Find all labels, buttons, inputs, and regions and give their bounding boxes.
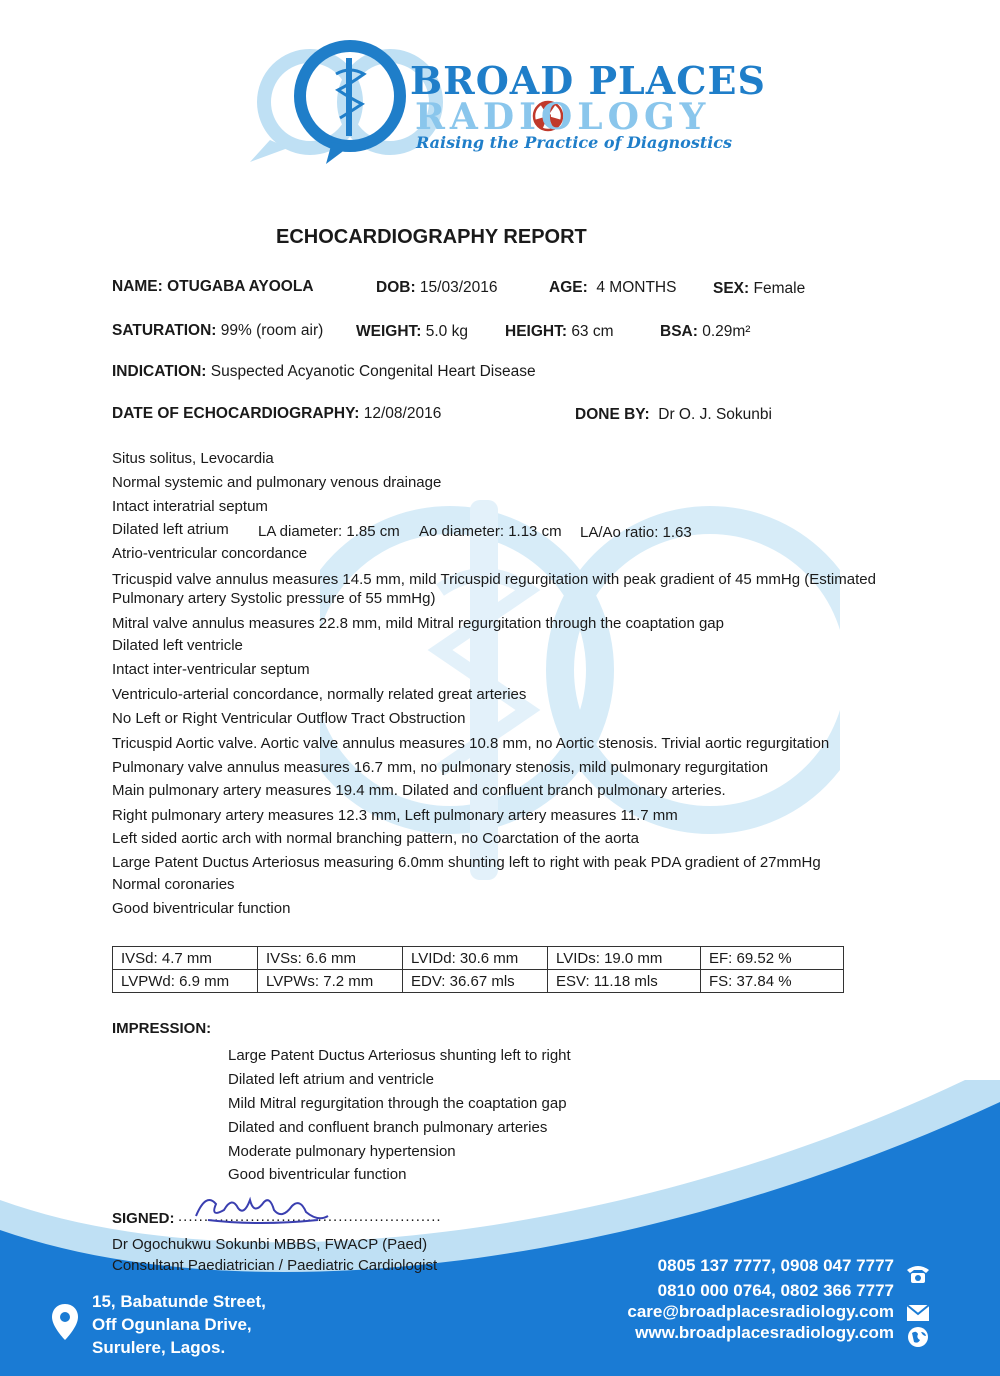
la-ao-ratio: LA/Ao ratio: 1.63 [580, 524, 692, 541]
indication-label: INDICATION: [112, 363, 207, 380]
done-by-label: DONE BY: [575, 406, 650, 423]
finding-line: Atrio-ventricular concordance [112, 545, 308, 562]
sex-label: SEX: [713, 280, 750, 297]
finding-line: Intact inter-ventricular septum [112, 661, 310, 678]
table-cell: FS: 37.84 % [701, 970, 844, 993]
finding-line: Right pulmonary artery measures 12.3 mm, Left pulmonary artery measures 11.7 mm [112, 807, 678, 824]
finding-line: Normal systemic and pulmonary venous drainage [112, 474, 442, 491]
table-cell: LVIDd: 30.6 mm [403, 947, 548, 970]
impression-item: Dilated and confluent branch pulmonary arteries [228, 1119, 548, 1136]
echo-date-field [112, 405, 441, 423]
name-value: OTUGABA AYOOLA [167, 278, 314, 295]
address-line: Off Ogunlana Drive, [92, 1315, 252, 1334]
table-cell: IVSs: 6.6 mm [258, 947, 403, 970]
phone-line: 0810 000 0764, 0802 366 7777 [657, 1281, 894, 1300]
finding-line: Intact interatrial septum [112, 498, 268, 515]
finding-line: Dilated left atrium [112, 521, 229, 538]
sex-field [713, 280, 805, 298]
address-line: Surulere, Lagos. [92, 1338, 226, 1357]
finding-line: Mitral valve annulus measures 22.8 mm, mild Mitral regurgitation through the coaptation gap [112, 615, 724, 632]
impression-item: Mild Mitral regurgitation through the coaptation gap [228, 1095, 567, 1112]
report-title: ECHOCARDIOGRAPHY REPORT [276, 226, 587, 248]
finding-line: Tricuspid valve annulus measures 14.5 mm, mild Tricuspid regurgitation with peak gradient of 45 mmHg (Estimated [112, 571, 876, 588]
ao-diameter: Ao diameter: 1.13 cm [419, 523, 562, 540]
indication-value: Suspected Acyanotic Congenital Heart Disease [210, 363, 536, 380]
age-field [549, 279, 676, 297]
weight-label: WEIGHT: [356, 323, 422, 340]
handwritten-signature [188, 1186, 338, 1228]
dob-field [376, 279, 498, 297]
saturation-field [112, 322, 323, 340]
height-field [505, 323, 614, 341]
table-cell: EF: 69.52 % [701, 947, 844, 970]
envelope-icon [904, 1302, 932, 1324]
website-url[interactable]: www.broadplacesradiology.com [635, 1323, 894, 1342]
table-row [113, 947, 844, 970]
finding-line: Large Patent Ductus Arteriosus measuring 6.0mm shunting left to right with peak PDA gradient of 27mmHg [112, 854, 821, 871]
la-diameter: LA diameter: 1.85 cm [258, 523, 400, 540]
phone-line: 0805 137 7777, 0908 047 7777 [657, 1256, 894, 1275]
finding-line: Main pulmonary artery measures 19.4 mm. Dilated and confluent branch pulmonary arteries. [112, 782, 726, 799]
doctor-name: Dr Ogochukwu Sokunbi MBBS, FWACP (Paed) [112, 1236, 428, 1253]
finding-line: Normal coronaries [112, 876, 235, 893]
location-pin-icon [50, 1302, 80, 1342]
weight-value: 5.0 kg [425, 323, 468, 340]
sex-value: Female [753, 280, 806, 297]
echo-date-label: DATE OF ECHOCARDIOGRAPHY: [112, 405, 360, 422]
impression-title: IMPRESSION: [112, 1020, 212, 1037]
finding-line: Dilated left ventricle [112, 637, 243, 654]
indication-field [112, 363, 536, 381]
saturation-label: SATURATION: [112, 322, 217, 339]
name-label: NAME: [112, 278, 163, 295]
table-cell: IVSd: 4.7 mm [113, 947, 258, 970]
impression-item: Good biventricular function [228, 1166, 407, 1183]
impression-item: Large Patent Ductus Arteriosus shunting left to right [228, 1047, 571, 1064]
dob-value: 15/03/2016 [419, 279, 498, 296]
height-value: 63 cm [571, 323, 614, 340]
bsa-value: 0.29m² [702, 323, 751, 340]
bsa-field [660, 323, 750, 341]
impression-item: Dilated left atrium and ventricle [228, 1071, 434, 1088]
telephone-icon [904, 1262, 932, 1284]
height-label: HEIGHT: [505, 323, 567, 340]
finding-line: Pulmonary artery Systolic pressure of 55 mmHg) [112, 590, 436, 607]
email-address[interactable]: care@broadplacesradiology.com [627, 1302, 894, 1321]
finding-line: Situs solitus, Levocardia [112, 450, 274, 467]
finding-line: No Left or Right Ventricular Outflow Tract Obstruction [112, 710, 466, 727]
table-cell: LVPWs: 7.2 mm [258, 970, 403, 993]
dob-label: DOB: [376, 279, 416, 296]
brand-subname: RADIOLOGY [415, 96, 711, 138]
echo-date-value: 12/08/2016 [363, 405, 442, 422]
finding-line: Pulmonary valve annulus measures 16.7 mm, no pulmonary stenosis, mild pulmonary regurgitation [112, 759, 769, 776]
table-cell: LVIDs: 19.0 mm [548, 947, 701, 970]
table-cell: EDV: 36.67 mls [403, 970, 548, 993]
name-field [112, 278, 314, 296]
signed-label: SIGNED: [112, 1210, 175, 1227]
signature-line: ................................................... [178, 1208, 442, 1225]
doctor-role: Consultant Paediatrician / Paediatric Cardiologist [112, 1257, 438, 1274]
finding-line: Good biventricular function [112, 900, 291, 917]
brand-tagline: Raising the Practice of Diagnostics [416, 133, 733, 152]
age-label: AGE: [549, 279, 588, 296]
done-by-field [575, 406, 772, 424]
finding-line: Left sided aortic arch with normal branching pattern, no Coarctation of the aorta [112, 830, 639, 847]
measurements-table [112, 946, 844, 993]
table-cell: ESV: 11.18 mls [548, 970, 701, 993]
weight-field [356, 323, 468, 341]
globe-icon [904, 1326, 932, 1348]
saturation-value: 99% (room air) [220, 322, 324, 339]
address-line: 15, Babatunde Street, [92, 1292, 266, 1311]
brand-name: BROAD PLACES [410, 58, 766, 103]
table-cell: LVPWd: 6.9 mm [113, 970, 258, 993]
finding-line: Ventriculo-arterial concordance, normally related great arteries [112, 686, 527, 703]
age-value: 4 MONTHS [596, 279, 677, 296]
bsa-label: BSA: [660, 323, 698, 340]
table-row [113, 970, 844, 993]
finding-line: Tricuspid Aortic valve. Aortic valve annulus measures 10.8 mm, no Aortic stenosis. Trivial aortic regurgitation [112, 735, 830, 752]
impression-item: Moderate pulmonary hypertension [228, 1143, 456, 1160]
done-by-value: Dr O. J. Sokunbi [658, 406, 772, 423]
